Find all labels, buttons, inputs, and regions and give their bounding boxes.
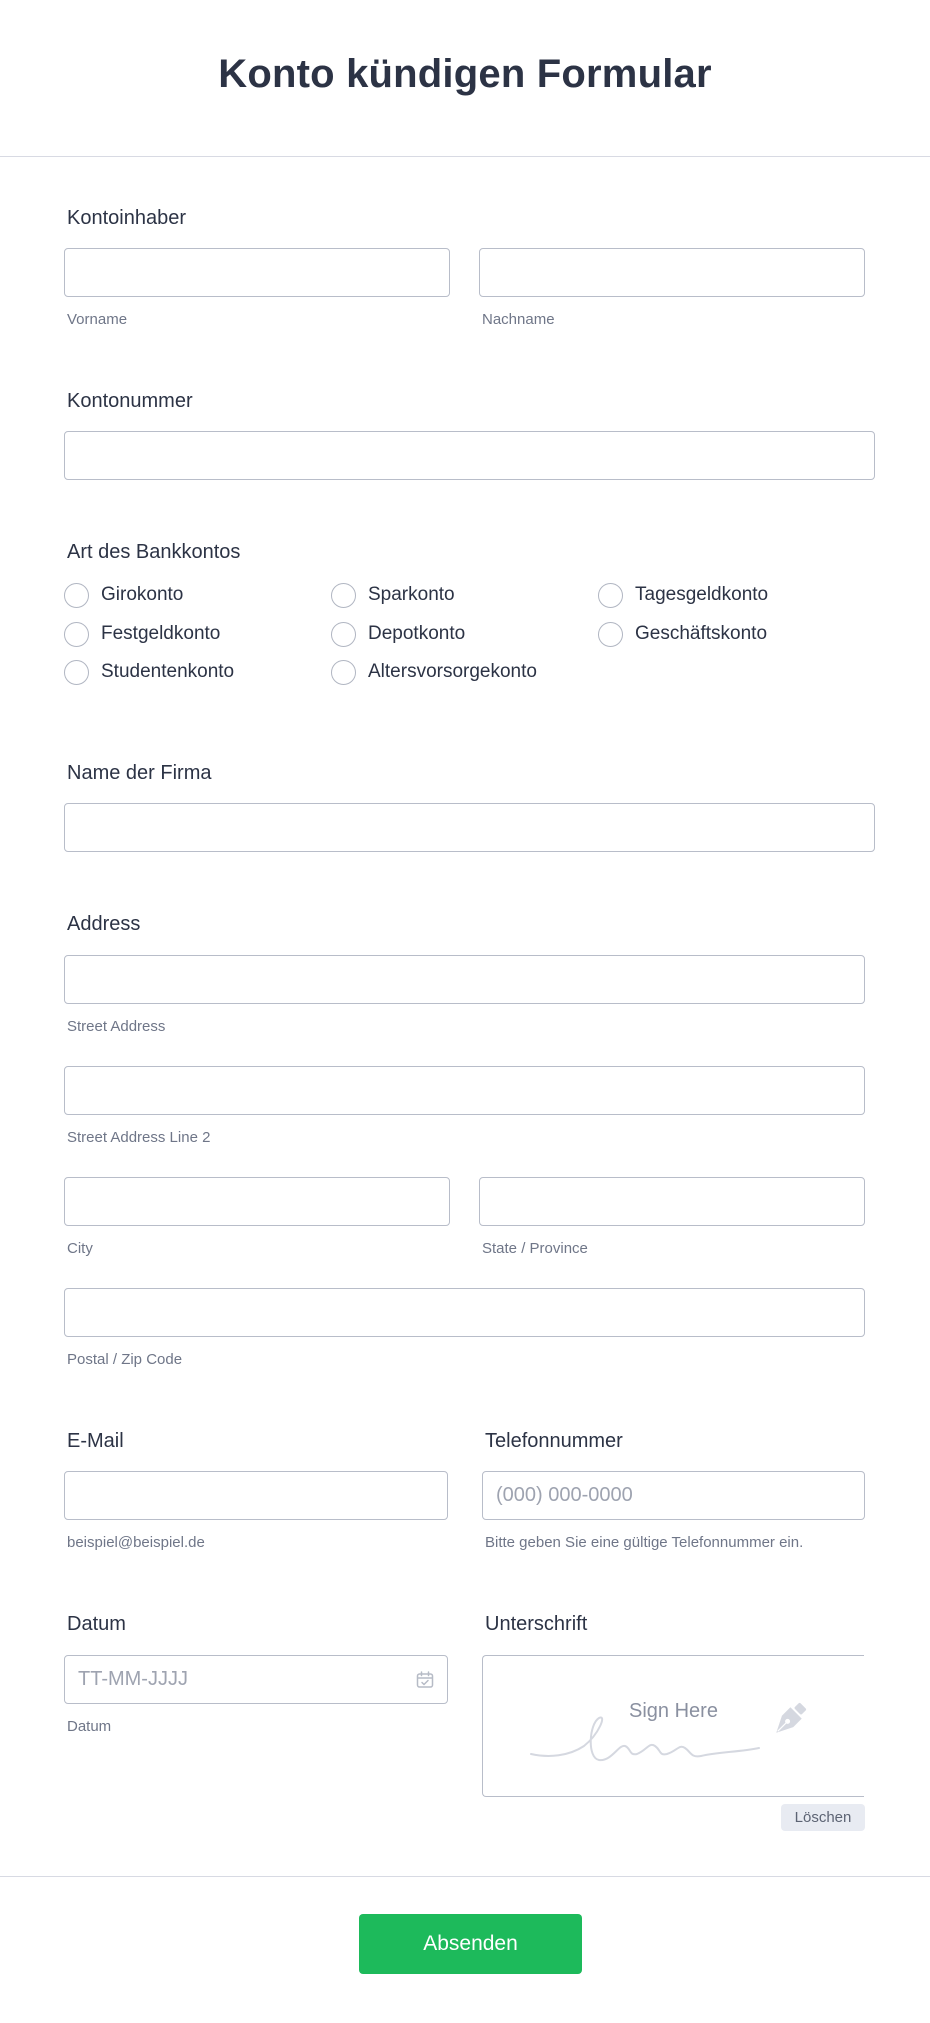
email-field[interactable] — [64, 1471, 448, 1520]
radio-label: Sparkonto — [368, 584, 455, 605]
radio-button[interactable] — [598, 622, 623, 647]
email-sublabel: beispiel@beispiel.de — [67, 1534, 205, 1551]
form-title: Konto kündigen Formular — [218, 52, 712, 96]
radio-button[interactable] — [331, 622, 356, 647]
phone-field[interactable] — [482, 1471, 865, 1520]
footer-divider — [0, 1876, 930, 1877]
radio-label: Depotkonto — [368, 623, 466, 644]
zip-code-sublabel: Postal / Zip Code — [67, 1351, 183, 1368]
company-field[interactable] — [64, 803, 875, 852]
radio-label: Geschäftskonto — [635, 623, 768, 644]
radio-label: Altersvorsorgekonto — [368, 661, 537, 682]
street-address-line2-input[interactable] — [65, 1067, 864, 1114]
calendar-icon[interactable] — [415, 1670, 435, 1690]
clear-signature-button[interactable]: Löschen — [781, 1804, 865, 1831]
radio-label: Girokonto — [101, 584, 184, 605]
radio-button[interactable] — [331, 583, 356, 608]
radio-option-altersvorsorgekonto[interactable] — [331, 658, 537, 686]
radio-option-girokonto[interactable] — [64, 581, 183, 609]
radio-button[interactable] — [64, 583, 89, 608]
date-field[interactable] — [64, 1655, 448, 1704]
company-label: Name der Firma — [67, 762, 212, 784]
radio-option-studentenkonto[interactable] — [64, 658, 234, 686]
radio-label: Festgeldkonto — [101, 623, 221, 644]
radio-label: Studentenkonto — [101, 661, 235, 682]
street-address-line2-field[interactable] — [64, 1066, 865, 1115]
signature-hint: Sign Here — [629, 1700, 718, 1722]
date-label: Datum — [67, 1613, 126, 1635]
email-input[interactable] — [65, 1472, 447, 1519]
state-input[interactable] — [480, 1178, 864, 1225]
phone-input[interactable] — [483, 1472, 864, 1519]
account-number-field[interactable] — [64, 431, 875, 480]
company-input[interactable] — [65, 804, 874, 851]
last-name-field[interactable] — [479, 248, 865, 297]
signature-label: Unterschrift — [485, 1613, 588, 1635]
radio-button[interactable] — [64, 622, 89, 647]
submit-button[interactable]: Absenden — [359, 1914, 582, 1974]
radio-option-sparkonto[interactable] — [331, 581, 455, 609]
zip-code-field[interactable] — [64, 1288, 865, 1337]
account-holder-label: Kontoinhaber — [67, 207, 186, 229]
radio-option-geschaeftskonto[interactable] — [598, 620, 767, 648]
radio-option-festgeldkonto[interactable] — [64, 620, 220, 648]
last-name-input[interactable] — [480, 249, 864, 296]
radio-label: Tagesgeldkonto — [635, 584, 769, 605]
radio-button[interactable] — [598, 583, 623, 608]
date-sublabel: Datum — [67, 1718, 112, 1735]
first-name-input[interactable] — [65, 249, 449, 296]
date-input[interactable] — [65, 1656, 447, 1703]
account-number-label: Kontonummer — [67, 390, 193, 412]
address-label: Address — [67, 913, 141, 935]
state-sublabel: State / Province — [482, 1240, 588, 1257]
zip-code-input[interactable] — [65, 1289, 864, 1336]
city-field[interactable] — [64, 1177, 450, 1226]
phone-label: Telefonnummer — [485, 1430, 623, 1452]
radio-option-tagesgeldkonto[interactable] — [598, 581, 768, 609]
first-name-sublabel: Vorname — [67, 311, 128, 328]
radio-button[interactable] — [331, 660, 356, 685]
account-number-input[interactable] — [65, 432, 874, 479]
city-sublabel: City — [67, 1240, 93, 1257]
signature-pad[interactable] — [482, 1655, 864, 1797]
phone-sublabel: Bitte geben Sie eine gültige Telefonnummer ein. — [485, 1534, 804, 1551]
street-address-input[interactable] — [65, 956, 864, 1003]
city-input[interactable] — [65, 1178, 449, 1225]
form-header — [0, 0, 930, 157]
street-address-field[interactable] — [64, 955, 865, 1004]
account-type-label: Art des Bankkontos — [67, 541, 241, 563]
email-label: E-Mail — [67, 1430, 124, 1452]
street-address-line2-sublabel: Street Address Line 2 — [67, 1129, 211, 1146]
radio-option-depotkonto[interactable] — [331, 620, 465, 648]
pen-nib-icon — [767, 1698, 811, 1742]
first-name-field[interactable] — [64, 248, 450, 297]
last-name-sublabel: Nachname — [482, 311, 555, 328]
street-address-sublabel: Street Address — [67, 1018, 166, 1035]
radio-button[interactable] — [64, 660, 89, 685]
state-field[interactable] — [479, 1177, 865, 1226]
